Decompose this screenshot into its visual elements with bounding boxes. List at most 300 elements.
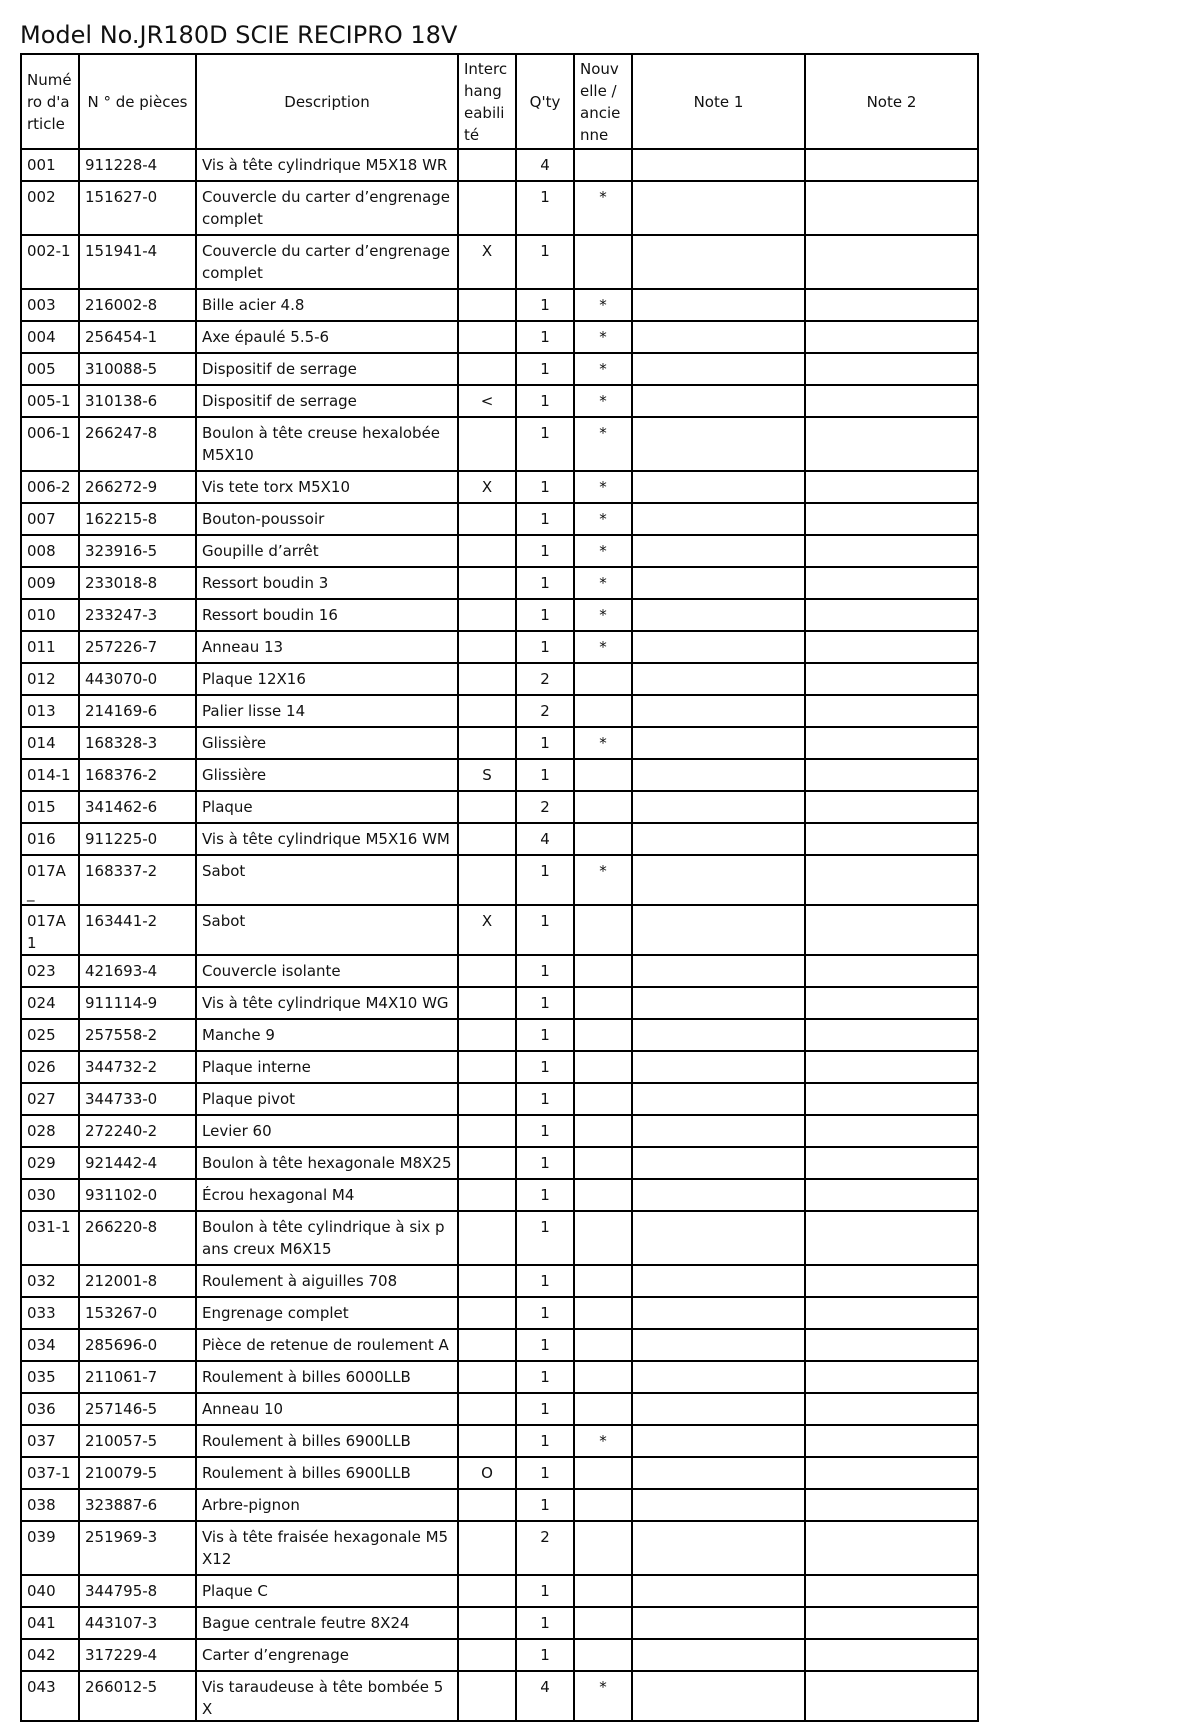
cell-item-number: 028	[21, 1115, 79, 1147]
cell-note-2	[805, 1297, 978, 1329]
cell-note-2	[805, 1115, 978, 1147]
cell-note-2	[805, 791, 978, 823]
table-row	[21, 1639, 978, 1671]
cell-part-number: 233018-8	[79, 567, 196, 599]
cell-item-number: 014	[21, 727, 79, 759]
cell-new-old	[574, 1361, 632, 1393]
cell-part-number: 921442-4	[79, 1147, 196, 1179]
cell-qty: 1	[516, 1457, 574, 1489]
cell-new-old: *	[574, 727, 632, 759]
cell-note-1	[632, 1297, 805, 1329]
cell-note-1	[632, 1211, 805, 1265]
parts-table-body	[21, 149, 978, 1721]
cell-part-number: 216002-8	[79, 289, 196, 321]
cell-part-number: 168337-2	[79, 855, 196, 905]
cell-item-number: 029	[21, 1147, 79, 1179]
cell-part-number: 266272-9	[79, 471, 196, 503]
cell-part-number: 266012-5	[79, 1671, 196, 1721]
cell-new-old	[574, 1329, 632, 1361]
cell-description: Écrou hexagonal M4	[196, 1179, 458, 1211]
cell-note-1	[632, 695, 805, 727]
cell-qty: 4	[516, 1671, 574, 1721]
cell-note-1	[632, 1457, 805, 1489]
cell-item-number: 030	[21, 1179, 79, 1211]
cell-description: Plaque pivot	[196, 1083, 458, 1115]
cell-item-number: 007	[21, 503, 79, 535]
cell-interchangeability: O	[458, 1457, 516, 1489]
header-qty: Q'ty	[516, 54, 574, 149]
cell-interchangeability	[458, 353, 516, 385]
cell-new-old	[574, 1457, 632, 1489]
cell-description: Levier 60	[196, 1115, 458, 1147]
cell-interchangeability	[458, 1671, 516, 1721]
cell-new-old: *	[574, 289, 632, 321]
cell-note-1	[632, 1671, 805, 1721]
cell-note-2	[805, 321, 978, 353]
cell-new-old	[574, 1211, 632, 1265]
cell-new-old: *	[574, 567, 632, 599]
cell-part-number: 257226-7	[79, 631, 196, 663]
cell-new-old	[574, 235, 632, 289]
header-new-old: Nouvelle / ancienne	[574, 54, 632, 149]
cell-new-old: *	[574, 535, 632, 567]
cell-new-old	[574, 1575, 632, 1607]
cell-note-1	[632, 955, 805, 987]
cell-interchangeability	[458, 1607, 516, 1639]
table-row	[21, 987, 978, 1019]
cell-note-2	[805, 503, 978, 535]
cell-description: Plaque	[196, 791, 458, 823]
cell-note-1	[632, 855, 805, 905]
table-row	[21, 1521, 978, 1575]
cell-item-number: 017A1	[21, 905, 79, 955]
cell-interchangeability: S	[458, 759, 516, 791]
cell-note-2	[805, 905, 978, 955]
table-row	[21, 631, 978, 663]
cell-qty: 1	[516, 1489, 574, 1521]
table-row	[21, 1489, 978, 1521]
cell-note-1	[632, 1639, 805, 1671]
cell-new-old	[574, 1489, 632, 1521]
cell-new-old	[574, 987, 632, 1019]
cell-description: Bille acier 4.8	[196, 289, 458, 321]
cell-interchangeability	[458, 599, 516, 631]
cell-new-old: *	[574, 503, 632, 535]
cell-description: Arbre-pignon	[196, 1489, 458, 1521]
cell-part-number: 323887-6	[79, 1489, 196, 1521]
cell-note-1	[632, 1329, 805, 1361]
cell-note-2	[805, 1361, 978, 1393]
cell-description: Roulement à aiguilles 708	[196, 1265, 458, 1297]
cell-new-old: *	[574, 1425, 632, 1457]
cell-note-2	[805, 1671, 978, 1721]
cell-note-2	[805, 1329, 978, 1361]
cell-interchangeability	[458, 1521, 516, 1575]
table-row	[21, 1393, 978, 1425]
cell-new-old: *	[574, 471, 632, 503]
table-row	[21, 1297, 978, 1329]
cell-interchangeability	[458, 1147, 516, 1179]
cell-new-old	[574, 149, 632, 181]
cell-note-1	[632, 987, 805, 1019]
cell-new-old: *	[574, 631, 632, 663]
cell-part-number: 931102-0	[79, 1179, 196, 1211]
cell-item-number: 009	[21, 567, 79, 599]
cell-qty: 1	[516, 1639, 574, 1671]
cell-note-2	[805, 1265, 978, 1297]
cell-note-1	[632, 1607, 805, 1639]
cell-note-1	[632, 503, 805, 535]
cell-note-2	[805, 149, 978, 181]
cell-note-2	[805, 955, 978, 987]
cell-qty: 2	[516, 663, 574, 695]
cell-qty: 1	[516, 631, 574, 663]
cell-qty: 1	[516, 955, 574, 987]
cell-interchangeability	[458, 1083, 516, 1115]
table-row	[21, 1671, 978, 1721]
cell-interchangeability	[458, 695, 516, 727]
cell-note-2	[805, 1019, 978, 1051]
cell-note-1	[632, 1083, 805, 1115]
cell-item-number: 025	[21, 1019, 79, 1051]
cell-description: Engrenage complet	[196, 1297, 458, 1329]
cell-description: Plaque 12X16	[196, 663, 458, 695]
cell-qty: 1	[516, 1115, 574, 1147]
cell-qty: 1	[516, 321, 574, 353]
cell-qty: 1	[516, 1361, 574, 1393]
cell-item-number: 026	[21, 1051, 79, 1083]
cell-interchangeability	[458, 417, 516, 471]
cell-description: Boulon à tête hexagonale M8X25	[196, 1147, 458, 1179]
cell-description: Dispositif de serrage	[196, 353, 458, 385]
cell-item-number: 039	[21, 1521, 79, 1575]
cell-description: Anneau 10	[196, 1393, 458, 1425]
cell-new-old	[574, 905, 632, 955]
table-row	[21, 823, 978, 855]
cell-item-number: 033	[21, 1297, 79, 1329]
cell-part-number: 210057-5	[79, 1425, 196, 1457]
cell-part-number: 911225-0	[79, 823, 196, 855]
cell-part-number: 266247-8	[79, 417, 196, 471]
cell-qty: 1	[516, 535, 574, 567]
cell-qty: 1	[516, 727, 574, 759]
cell-new-old	[574, 759, 632, 791]
cell-item-number: 015	[21, 791, 79, 823]
cell-item-number: 032	[21, 1265, 79, 1297]
table-row	[21, 1019, 978, 1051]
cell-interchangeability	[458, 1297, 516, 1329]
cell-qty: 1	[516, 1329, 574, 1361]
cell-description: Ressort boudin 16	[196, 599, 458, 631]
cell-note-2	[805, 181, 978, 235]
cell-qty: 2	[516, 791, 574, 823]
cell-item-number: 006-1	[21, 417, 79, 471]
cell-qty: 1	[516, 471, 574, 503]
cell-qty: 1	[516, 417, 574, 471]
cell-item-number: 014-1	[21, 759, 79, 791]
cell-interchangeability	[458, 1115, 516, 1147]
cell-item-number: 034	[21, 1329, 79, 1361]
cell-new-old: *	[574, 353, 632, 385]
cell-description: Couvercle isolante	[196, 955, 458, 987]
table-row	[21, 1575, 978, 1607]
cell-description: Plaque interne	[196, 1051, 458, 1083]
cell-qty: 1	[516, 1179, 574, 1211]
cell-note-1	[632, 1115, 805, 1147]
cell-note-1	[632, 1575, 805, 1607]
cell-note-1	[632, 905, 805, 955]
cell-item-number: 041	[21, 1607, 79, 1639]
cell-part-number: 257558-2	[79, 1019, 196, 1051]
header-note-1: Note 1	[632, 54, 805, 149]
cell-part-number: 421693-4	[79, 955, 196, 987]
cell-note-2	[805, 987, 978, 1019]
cell-part-number: 211061-7	[79, 1361, 196, 1393]
table-row	[21, 599, 978, 631]
cell-item-number: 043	[21, 1671, 79, 1721]
cell-note-1	[632, 1393, 805, 1425]
cell-qty: 1	[516, 1607, 574, 1639]
cell-part-number: 310138-6	[79, 385, 196, 417]
cell-interchangeability	[458, 181, 516, 235]
cell-item-number: 036	[21, 1393, 79, 1425]
table-row	[21, 1115, 978, 1147]
table-row	[21, 695, 978, 727]
cell-part-number: 163441-2	[79, 905, 196, 955]
cell-interchangeability	[458, 149, 516, 181]
cell-note-1	[632, 1179, 805, 1211]
cell-qty: 2	[516, 1521, 574, 1575]
table-row	[21, 1265, 978, 1297]
cell-note-1	[632, 791, 805, 823]
cell-new-old: *	[574, 321, 632, 353]
table-row	[21, 1607, 978, 1639]
cell-interchangeability	[458, 663, 516, 695]
table-row	[21, 471, 978, 503]
cell-note-2	[805, 1575, 978, 1607]
cell-new-old	[574, 1521, 632, 1575]
cell-new-old	[574, 1051, 632, 1083]
cell-description: Pièce de retenue de roulement A	[196, 1329, 458, 1361]
header-item-number: Numéro d'article	[21, 54, 79, 149]
cell-description: Vis taraudeuse à tête bombée 5X	[196, 1671, 458, 1721]
cell-new-old: *	[574, 1671, 632, 1721]
cell-description: Dispositif de serrage	[196, 385, 458, 417]
cell-description: Roulement à billes 6900LLB	[196, 1457, 458, 1489]
cell-description: Sabot	[196, 855, 458, 905]
cell-item-number: 004	[21, 321, 79, 353]
cell-note-1	[632, 759, 805, 791]
cell-qty: 1	[516, 567, 574, 599]
cell-item-number: 005-1	[21, 385, 79, 417]
cell-interchangeability	[458, 631, 516, 663]
cell-part-number: 251969-3	[79, 1521, 196, 1575]
cell-description: Vis à tête cylindrique M4X10 WG	[196, 987, 458, 1019]
cell-description: Boulon à tête creuse hexalobée M5X10	[196, 417, 458, 471]
cell-description: Glissière	[196, 759, 458, 791]
cell-qty: 1	[516, 1147, 574, 1179]
cell-description: Boulon à tête cylindrique à six pans creux M6X15	[196, 1211, 458, 1265]
cell-qty: 1	[516, 353, 574, 385]
cell-item-number: 024	[21, 987, 79, 1019]
cell-description: Couvercle du carter d’engrenage complet	[196, 181, 458, 235]
table-row	[21, 759, 978, 791]
cell-note-2	[805, 631, 978, 663]
cell-note-1	[632, 417, 805, 471]
cell-note-2	[805, 289, 978, 321]
header-note-2: Note 2	[805, 54, 978, 149]
cell-note-2	[805, 417, 978, 471]
cell-note-2	[805, 1639, 978, 1671]
cell-note-1	[632, 181, 805, 235]
cell-new-old: *	[574, 181, 632, 235]
cell-note-1	[632, 823, 805, 855]
cell-qty: 1	[516, 1083, 574, 1115]
cell-qty: 1	[516, 1051, 574, 1083]
cell-note-1	[632, 1489, 805, 1521]
table-row	[21, 955, 978, 987]
cell-note-1	[632, 235, 805, 289]
cell-new-old: *	[574, 385, 632, 417]
cell-note-2	[805, 1425, 978, 1457]
cell-interchangeability: <	[458, 385, 516, 417]
cell-qty: 4	[516, 823, 574, 855]
cell-interchangeability	[458, 1179, 516, 1211]
cell-interchangeability	[458, 1361, 516, 1393]
cell-description: Vis à tête fraisée hexagonale M5X12	[196, 1521, 458, 1575]
cell-note-1	[632, 1361, 805, 1393]
cell-note-2	[805, 1147, 978, 1179]
cell-interchangeability	[458, 567, 516, 599]
cell-qty: 1	[516, 235, 574, 289]
cell-item-number: 008	[21, 535, 79, 567]
cell-description: Ressort boudin 3	[196, 567, 458, 599]
cell-interchangeability	[458, 1051, 516, 1083]
header-part-number: N ° de pièces	[79, 54, 196, 149]
table-row	[21, 1211, 978, 1265]
header-interchangeability: Interchangeabilité	[458, 54, 516, 149]
cell-description: Manche 9	[196, 1019, 458, 1051]
cell-note-2	[805, 567, 978, 599]
cell-interchangeability	[458, 727, 516, 759]
cell-part-number: 341462-6	[79, 791, 196, 823]
cell-new-old	[574, 1639, 632, 1671]
cell-part-number: 911114-9	[79, 987, 196, 1019]
cell-new-old	[574, 1607, 632, 1639]
cell-description: Roulement à billes 6900LLB	[196, 1425, 458, 1457]
cell-note-2	[805, 1211, 978, 1265]
cell-part-number: 212001-8	[79, 1265, 196, 1297]
cell-new-old	[574, 663, 632, 695]
header-description: Description	[196, 54, 458, 149]
cell-part-number: 443107-3	[79, 1607, 196, 1639]
table-row	[21, 535, 978, 567]
cell-part-number: 285696-0	[79, 1329, 196, 1361]
cell-qty: 2	[516, 695, 574, 727]
cell-note-2	[805, 855, 978, 905]
cell-item-number: 002-1	[21, 235, 79, 289]
cell-part-number: 233247-3	[79, 599, 196, 631]
cell-qty: 1	[516, 987, 574, 1019]
cell-interchangeability	[458, 855, 516, 905]
cell-new-old	[574, 955, 632, 987]
cell-qty: 1	[516, 1575, 574, 1607]
cell-item-number: 040	[21, 1575, 79, 1607]
cell-item-number: 031-1	[21, 1211, 79, 1265]
cell-new-old	[574, 1019, 632, 1051]
cell-note-2	[805, 1457, 978, 1489]
table-row	[21, 353, 978, 385]
cell-part-number: 256454-1	[79, 321, 196, 353]
cell-qty: 1	[516, 1019, 574, 1051]
cell-qty: 1	[516, 385, 574, 417]
cell-interchangeability	[458, 1211, 516, 1265]
cell-note-1	[632, 599, 805, 631]
cell-interchangeability	[458, 503, 516, 535]
cell-qty: 1	[516, 1297, 574, 1329]
table-row	[21, 1083, 978, 1115]
cell-item-number: 038	[21, 1489, 79, 1521]
cell-part-number: 323916-5	[79, 535, 196, 567]
cell-note-1	[632, 535, 805, 567]
cell-new-old	[574, 791, 632, 823]
cell-interchangeability	[458, 823, 516, 855]
table-row	[21, 663, 978, 695]
table-row	[21, 289, 978, 321]
document-title: Model No.JR180D SCIE RECIPRO 18V	[20, 21, 458, 49]
cell-note-2	[805, 471, 978, 503]
cell-note-1	[632, 471, 805, 503]
cell-description: Bague centrale feutre 8X24	[196, 1607, 458, 1639]
cell-part-number: 911228-4	[79, 149, 196, 181]
cell-interchangeability	[458, 1575, 516, 1607]
header-row	[21, 54, 978, 149]
cell-item-number: 012	[21, 663, 79, 695]
cell-part-number: 257146-5	[79, 1393, 196, 1425]
cell-part-number: 153267-0	[79, 1297, 196, 1329]
cell-item-number: 005	[21, 353, 79, 385]
cell-new-old	[574, 1083, 632, 1115]
cell-note-2	[805, 1051, 978, 1083]
cell-interchangeability: X	[458, 905, 516, 955]
cell-description: Glissière	[196, 727, 458, 759]
cell-note-2	[805, 663, 978, 695]
cell-part-number: 151941-4	[79, 235, 196, 289]
cell-item-number: 006-2	[21, 471, 79, 503]
cell-item-number: 035	[21, 1361, 79, 1393]
table-row	[21, 417, 978, 471]
table-row	[21, 1425, 978, 1457]
cell-new-old	[574, 1179, 632, 1211]
cell-description: Vis à tête cylindrique M5X18 WR	[196, 149, 458, 181]
cell-interchangeability	[458, 289, 516, 321]
cell-interchangeability	[458, 535, 516, 567]
cell-description: Plaque C	[196, 1575, 458, 1607]
cell-item-number: 017A_	[21, 855, 79, 905]
cell-note-2	[805, 1607, 978, 1639]
cell-note-1	[632, 1019, 805, 1051]
cell-note-1	[632, 1521, 805, 1575]
cell-note-2	[805, 759, 978, 791]
cell-note-1	[632, 321, 805, 353]
table-row	[21, 1329, 978, 1361]
cell-qty: 1	[516, 181, 574, 235]
cell-part-number: 151627-0	[79, 181, 196, 235]
cell-description: Anneau 13	[196, 631, 458, 663]
cell-item-number: 011	[21, 631, 79, 663]
table-row	[21, 855, 978, 905]
table-row	[21, 1457, 978, 1489]
